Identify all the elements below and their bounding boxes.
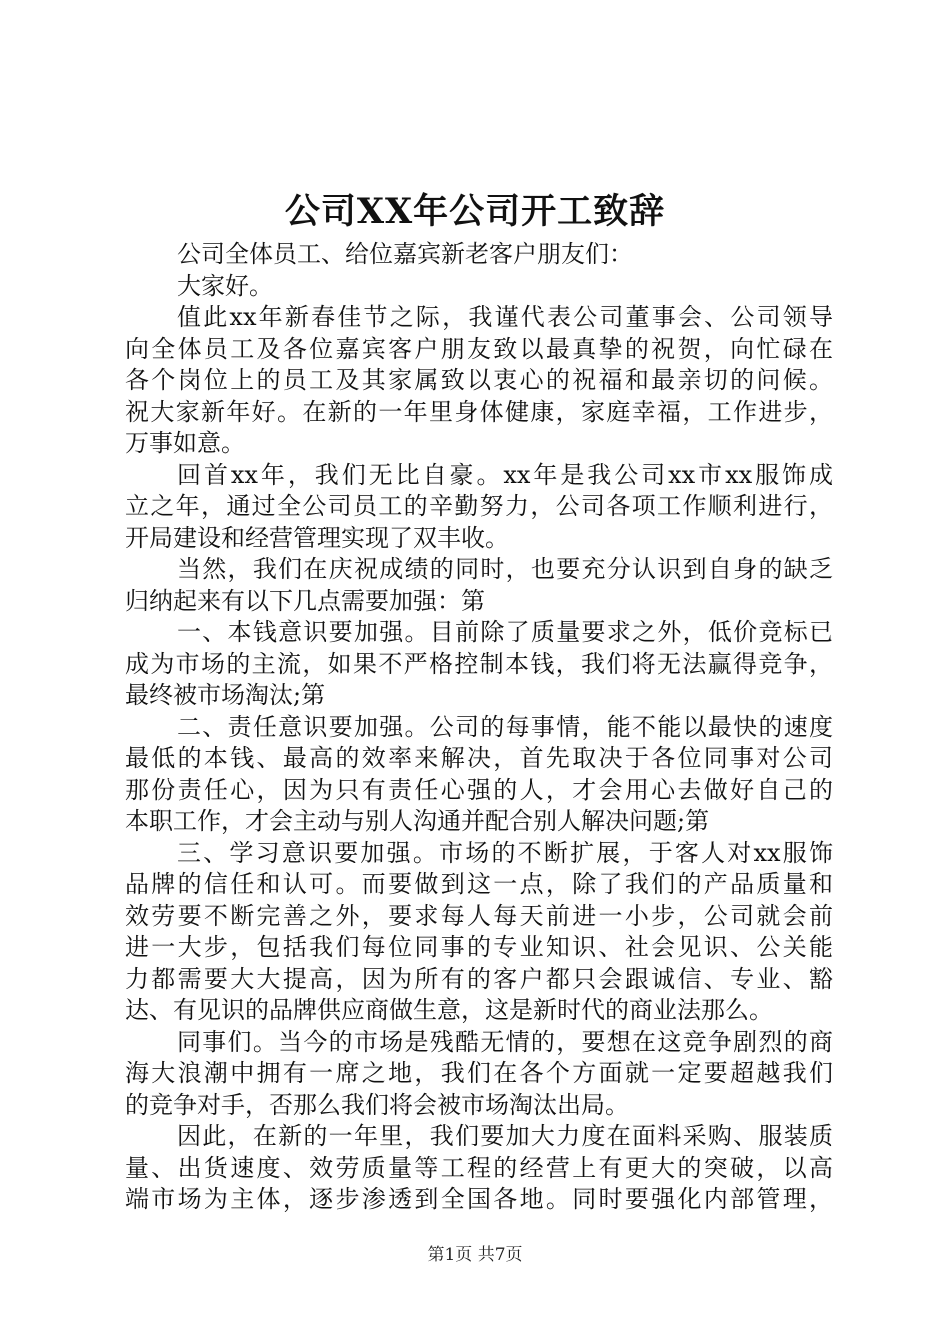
text-line: 二、责任意识要加强。公司的每事情，能不能以最快的速度 [177, 712, 833, 741]
text-line: 回首xx年，我们无比自豪。xx年是我公司xx市xx服饰成 [177, 460, 833, 489]
text-line: 最终被市场淘汰;第 [125, 681, 326, 709]
page-footer: 第1页 共7页 [427, 1245, 523, 1265]
text-line: 品牌的信任和认可。而要做到这一点，除了我们的产品质量和 [125, 870, 833, 898]
text-line: 当然，我们在庆祝成绩的同时，也要充分认识到自身的缺乏 [177, 555, 833, 583]
text-line: 祝大家新年好。在新的一年里身体健康，家庭幸福，工作进步， [125, 397, 833, 426]
text-line: 的竞争对手，否那么我们将会被市场淘汰出局。 [125, 1090, 629, 1119]
text-line: 归纳起来有以下几点需要加强：第 [125, 586, 485, 615]
text-line: 各个岗位上的员工及其家属致以衷心的祝福和最亲切的问候。 [125, 366, 833, 394]
text-line: 效劳要不断完善之外，要求每人每天前进一小步，公司就会前 [125, 901, 833, 930]
text-line: 端市场为主体，逐步渗透到全国各地。同时要强化内部管理， [125, 1185, 833, 1213]
text-line: 因此，在新的一年里，我们要加大力度在面料采购、服装质 [177, 1122, 833, 1150]
text-line: 本职工作，才会主动与别人沟通并配合别人解决问题;第 [125, 807, 710, 835]
text-line: 同事们。当今的市场是残酷无情的，要想在这竞争剧烈的商 [177, 1027, 833, 1056]
text-line: 一、本钱意识要加强。目前除了质量要求之外，低价竞标已 [177, 618, 833, 646]
text-line: 达、有见识的品牌供应商做生意，这是新时代的商业法那么。 [125, 996, 773, 1024]
text-line: 三、学习意识要加强。市场的不断扩展，于客人对xx服饰 [177, 838, 833, 867]
text-line: 万事如意。 [125, 429, 245, 457]
text-line: 立之年，通过全公司员工的辛勤努力，公司各项工作顺利进行， [125, 492, 833, 520]
text-line: 量、出货速度、效劳质量等工程的经营上有更大的突破，以高 [125, 1153, 833, 1182]
text-line: 那份责任心，因为只有责任心强的人，才会用心去做好自己的 [125, 775, 833, 804]
text-line: 值此xx年新春佳节之际，我谨代表公司董事会、公司领导 [177, 303, 833, 331]
text-line: 进一大步，包括我们每位同事的专业知识、社会见识、公关能 [125, 933, 833, 961]
text-line: 最低的本钱、最高的效率来解决，首先取决于各位同事对公司 [125, 744, 833, 772]
text-line: 海大浪潮中拥有一席之地，我们在各个方面就一定要超越我们 [125, 1059, 833, 1087]
document-body [125, 239, 833, 1216]
text-line: 开局建设和经营管理实现了双丰收。 [125, 523, 509, 552]
text-line: 向全体员工及各位嘉宾客户朋友致以最真挚的祝贺，向忙碌在 [125, 334, 833, 363]
text-line: 成为市场的主流，如果不严格控制本钱，我们将无法赢得竞争， [125, 649, 833, 678]
text-line: 公司全体员工、给位嘉宾新老客户朋友们： [177, 240, 633, 268]
text-line: 大家好。 [177, 271, 273, 300]
text-line: 力都需要大大提高，因为所有的客户都只会跟诚信、专业、豁 [125, 964, 833, 993]
page-title: 公司XX年公司开工致辞 [284, 191, 666, 232]
